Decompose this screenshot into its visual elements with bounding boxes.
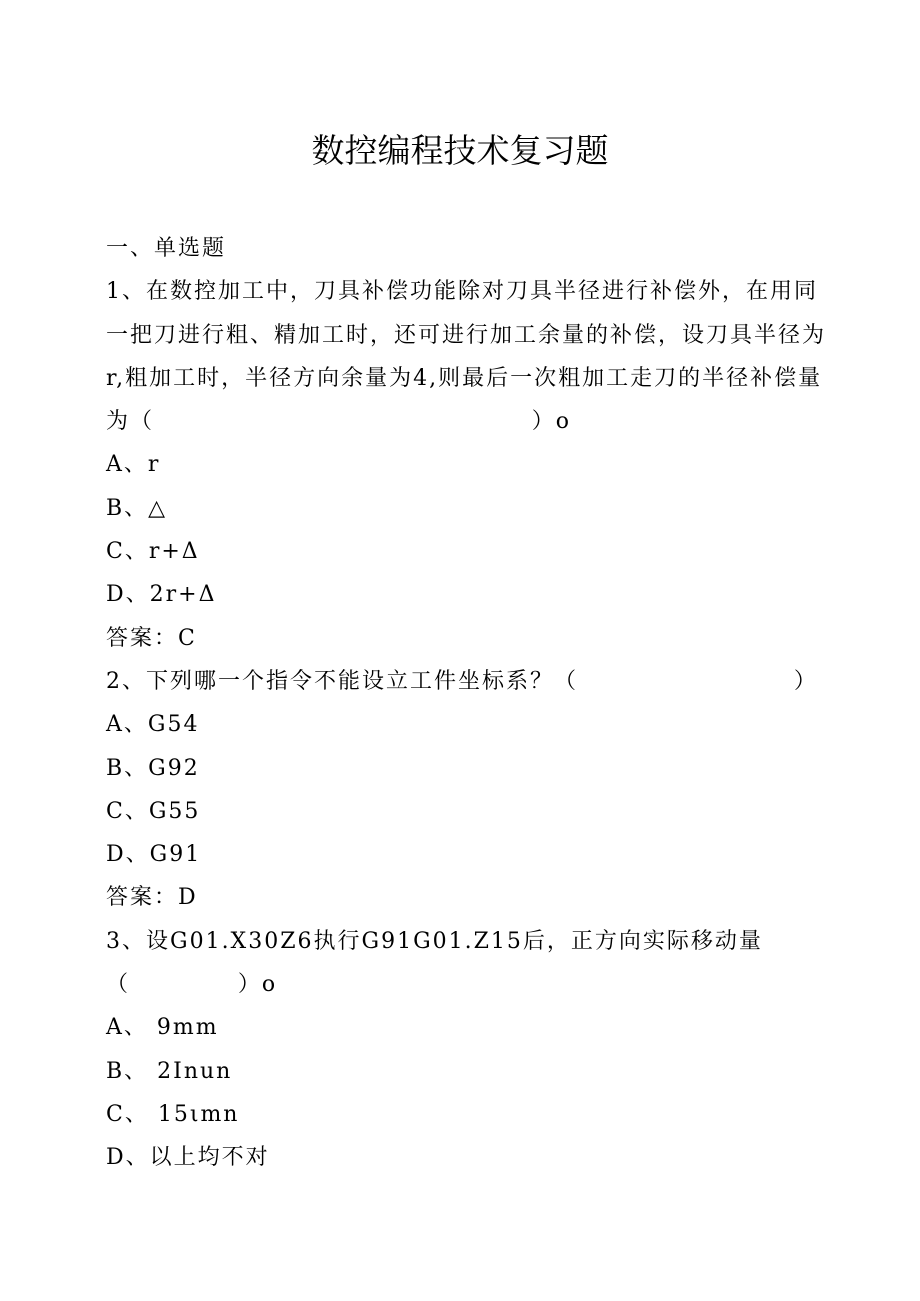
question-3-option-a: A、 9mm xyxy=(106,1015,219,1041)
question-2-stem-line: 2、下列哪一个指令不能设立工件坐标系？（ ） xyxy=(106,668,818,694)
question-1-stem-line: 一把刀进行粗、精加工时，还可进行加工余量的补偿，设刀具半径为 xyxy=(106,322,827,348)
question-1-option-b: B、△ xyxy=(106,495,168,521)
question-1-stem-line: 为（ ）o xyxy=(106,409,571,435)
question-2-option-b: B、G92 xyxy=(106,755,200,781)
document-body xyxy=(106,227,827,1180)
question-1-option-c: C、r+Δ xyxy=(106,539,200,565)
section-heading: 一、单选题 xyxy=(106,236,227,261)
question-1-stem-line: r,粗加工时，半径方向余量为4,则最后一次粗加工走刀的半径补偿量 xyxy=(106,365,823,391)
question-3-option-d: D、以上均不对 xyxy=(106,1145,270,1171)
question-2-answer: 答案：D xyxy=(106,885,198,911)
question-3-option-c: C、 15ιmn xyxy=(106,1101,240,1127)
question-2-option-d: D、G91 xyxy=(106,842,202,868)
question-3 xyxy=(106,920,816,1180)
question-1-option-a: A、r xyxy=(106,452,161,478)
question-1 xyxy=(106,270,827,660)
question-2-option-c: C、G55 xyxy=(106,798,201,824)
question-3-stem-line: （ ）o xyxy=(106,972,278,998)
document-title: 数控编程技术复习题 xyxy=(311,131,609,170)
question-1-answer: 答案：C xyxy=(106,625,197,651)
question-2-option-a: A、G54 xyxy=(106,712,200,738)
question-3-option-b: B、 2Inun xyxy=(106,1058,233,1084)
question-1-stem-line: 1、在数控加工中，刀具补偿功能除对刀具半径进行补偿外，在用同 xyxy=(106,279,818,305)
question-2 xyxy=(106,660,816,920)
question-1-option-d: D、2r+Δ xyxy=(106,582,217,608)
question-3-stem-line: 3、设G01.X30Z6执行G91G01.Z15后，正方向实际移动量 xyxy=(106,928,763,954)
